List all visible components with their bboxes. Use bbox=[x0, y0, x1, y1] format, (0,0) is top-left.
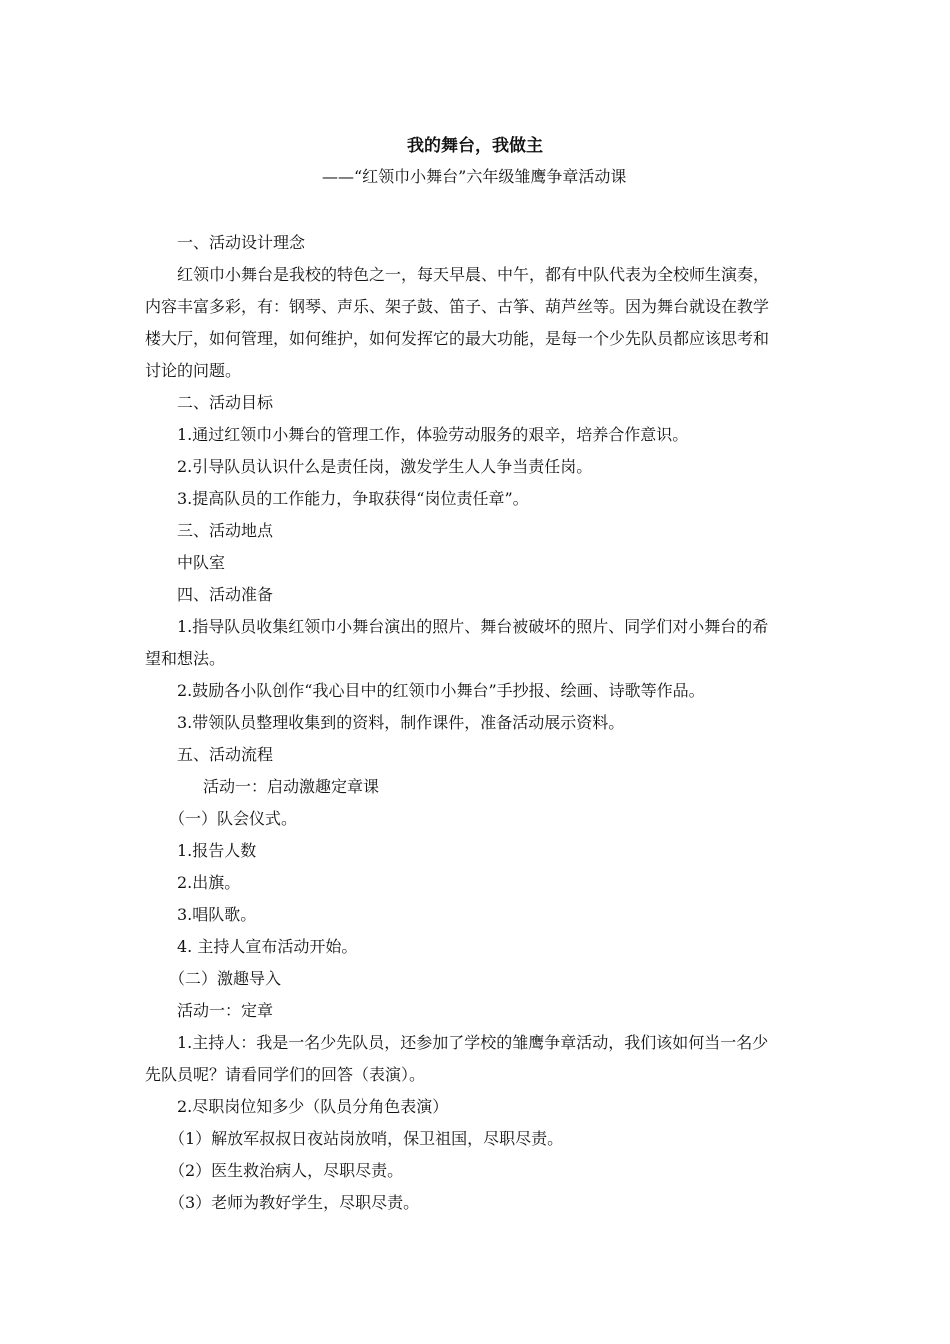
paragraph-line: 楼大厅，如何管理，如何维护，如何发挥它的最大功能，是每一个少先队员都应该思考和 bbox=[145, 329, 770, 348]
paragraph-line: 1.指导队员收集红领巾小舞台演出的照片、舞台被破坏的照片、同学们对小舞台的希 bbox=[177, 617, 769, 636]
section-heading-preparation: 四、活动准备 bbox=[177, 585, 274, 604]
document-title: 我的舞台，我做主 bbox=[407, 136, 543, 156]
sub-activity-heading: 活动一：定章 bbox=[177, 1001, 274, 1020]
section-heading-goals: 二、活动目标 bbox=[177, 393, 274, 412]
paragraph-line: 先队员呢？请看同学们的回答（表演）。 bbox=[145, 1065, 426, 1084]
host-paragraph bbox=[145, 1027, 805, 1091]
roles-heading: 2.尽职岗位知多少（队员分角色表演） bbox=[177, 1097, 449, 1116]
preparation-item-2: 2.鼓励各小队创作“我心目中的红领巾小舞台”手抄报、绘画、诗歌等作品。 bbox=[177, 681, 705, 700]
ceremony-step: 3.唱队歌。 bbox=[177, 905, 257, 924]
section-heading-design-concept: 一、活动设计理念 bbox=[177, 233, 306, 252]
document-body bbox=[145, 227, 805, 1219]
ceremony-step: 4. 主持人宣布活动开始。 bbox=[177, 937, 358, 956]
paragraph-line: 1.主持人：我是一名少先队员，还参加了学校的雏鹰争章活动，我们该如何当一名少 bbox=[177, 1033, 769, 1052]
section-heading-location: 三、活动地点 bbox=[177, 521, 274, 540]
part-heading-intro: （二）激趣导入 bbox=[169, 969, 282, 988]
paragraph-line: 内容丰富多彩，有：钢琴、声乐、架子鼓、笛子、古筝、葫芦丝等。因为舞台就设在教学 bbox=[145, 297, 770, 316]
goal-item: 2.引导队员认识什么是责任岗，激发学生人人争当责任岗。 bbox=[177, 457, 593, 476]
role-item: （3）老师为教好学生，尽职尽责。 bbox=[169, 1193, 420, 1212]
preparation-item-1 bbox=[145, 611, 805, 675]
preparation-item-3: 3.带领队员整理收集到的资料，制作课件，准备活动展示资料。 bbox=[177, 713, 625, 732]
design-concept-paragraph bbox=[145, 259, 805, 387]
document-subtitle: ——“红领巾小舞台”六年级雏鹰争章活动课 bbox=[322, 167, 627, 186]
goal-item: 3.提高队员的工作能力，争取获得“岗位责任章”。 bbox=[177, 489, 529, 508]
role-item: （2）医生救治病人，尽职尽责。 bbox=[169, 1161, 404, 1180]
location-text: 中队室 bbox=[177, 553, 226, 572]
paragraph-line: 望和想法。 bbox=[145, 649, 226, 668]
activity-heading: 活动一：启动激趣定章课 bbox=[203, 777, 380, 796]
goal-item: 1.通过红领巾小舞台的管理工作，体验劳动服务的艰辛，培养合作意识。 bbox=[177, 425, 689, 444]
ceremony-step: 2.出旗。 bbox=[177, 873, 241, 892]
paragraph-line: 红领巾小舞台是我校的特色之一，每天早晨、中午，都有中队代表为全校师生演奏， bbox=[177, 265, 770, 284]
ceremony-step: 1.报告人数 bbox=[177, 841, 257, 860]
section-heading-process: 五、活动流程 bbox=[177, 745, 274, 764]
paragraph-line: 讨论的问题。 bbox=[145, 361, 242, 380]
part-heading-ceremony: （一）队会仪式。 bbox=[169, 809, 298, 828]
role-item: （1）解放军叔叔日夜站岗放哨，保卫祖国，尽职尽责。 bbox=[169, 1129, 564, 1148]
